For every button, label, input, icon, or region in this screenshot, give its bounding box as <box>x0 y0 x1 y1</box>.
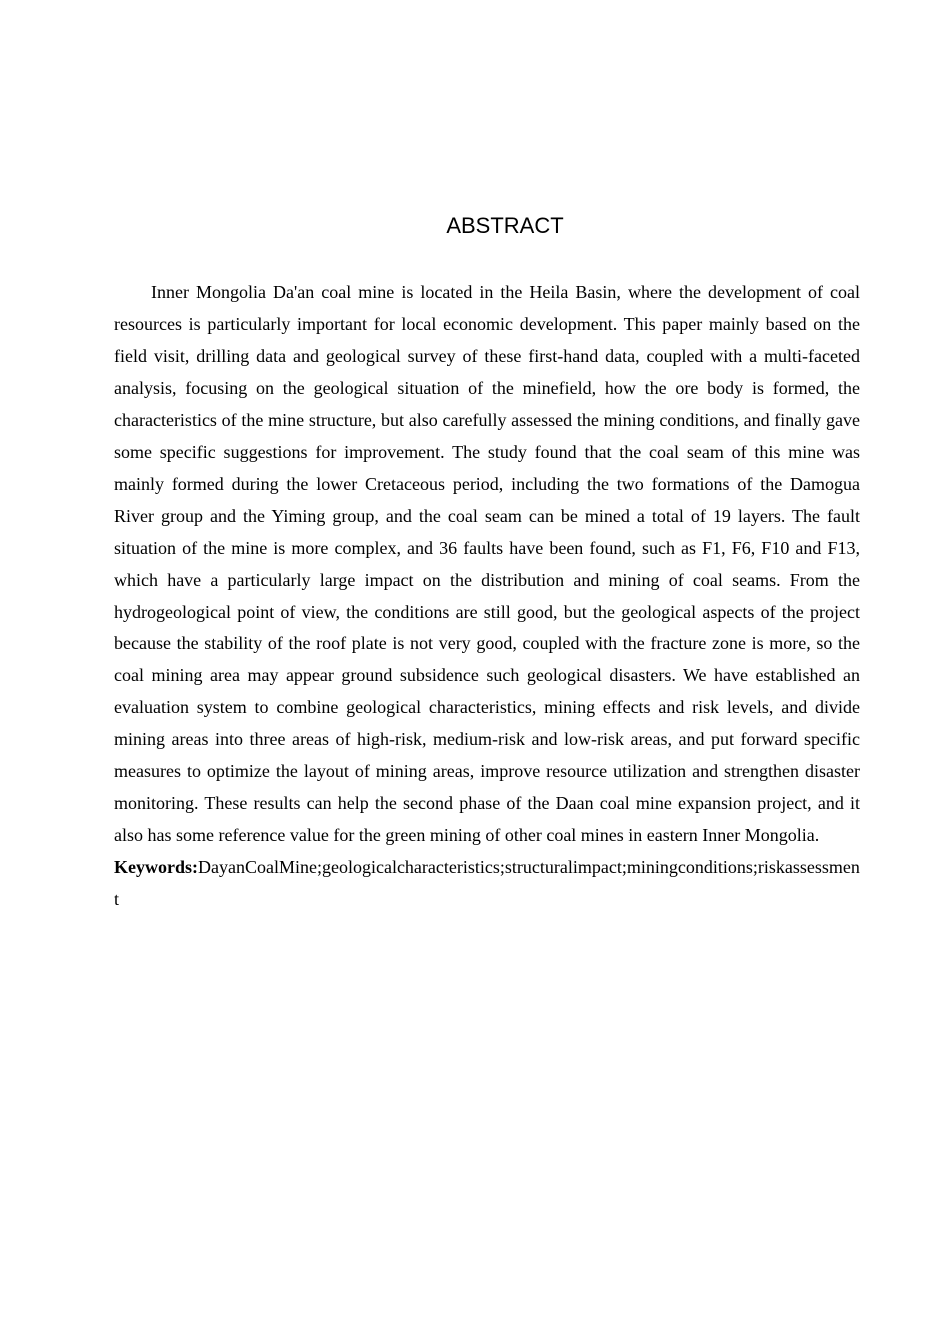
keywords-line <box>114 852 860 916</box>
keywords-label: Keywords: <box>114 857 198 878</box>
abstract-body <box>114 277 860 916</box>
abstract-paragraph: Inner Mongolia Da'an coal mine is located in the Heila Basin, where the development of coal resources is particularly important for local economic development. This paper mainly based on the field visit, drilling data and geological survey of these first-hand data, coupled with a multi-faceted analysis, focusing on the geological situation of the minefield, how the ore body is formed, the characteristics of the mine structure, but also carefully assessed the mining conditions, and finally gave some specific suggestions for improvement. The study found that the coal seam of this mine was mainly formed during the lower Cretaceous period, including the two formations of the Damogua River group and the Yiming group, and the coal seam can be mined a total of 19 layers. The fault situation of the mine is more complex, and 36 faults have been found, such as F1, F6, F10 and F13, which have a particularly large impact on the distribution and mining of coal seams. From the hydrogeological point of view, the conditions are still good, but the geological aspects of the project because the stability of the roof plate is not very good, coupled with the fracture zone is more, so the coal mining area may appear ground subsidence such geological disasters. We have established an evaluation system to combine geological characteristics, mining effects and risk levels, and divide mining areas into three areas of high-risk, medium-risk and low-risk areas, and put forward specific measures to optimize the layout of mining areas, improve resource utilization and strengthen disaster monitoring. These results can help the second phase of the Daan coal mine expansion project, and it also has some reference value for the green mining of other coal mines in eastern Inner Mongolia. <box>114 282 860 846</box>
abstract-title: ABSTRACT <box>446 213 564 238</box>
keywords-value: DayanCoalMine;geologicalcharacteristics;structuralimpact;miningconditions;riskassessment <box>114 857 860 910</box>
